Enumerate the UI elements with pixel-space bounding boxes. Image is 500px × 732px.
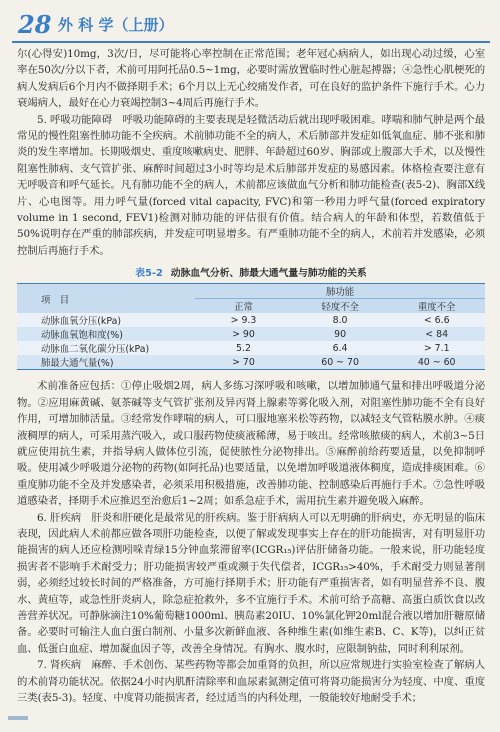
header-rule	[12, 41, 490, 43]
table-header-mild: 轻度不全	[292, 299, 389, 314]
paragraph-cardiac-cont: 尔(心得安)10mg，3次/日，尽可能将心率控制在正常范围；老年冠心病病人，如出现心动过缓，心室率在50次/分以下者，术前可用阿托品0.5~1mg，必要时需放置临时性心脏起搏器；④急性心肌梗死的病人发病后6个月内不做择期手术；6个月以上无心绞痛发作者，可在良好的监护条件下施行手术。心力衰竭病人，最好在心力衰竭控制3~4周后再施行手术。	[17, 48, 485, 110]
table-cell-item: 肺最大通气量(%)	[17, 355, 195, 370]
lung-function-table	[17, 283, 485, 370]
table-cell-normal: > 70	[195, 355, 292, 370]
table-cell-normal: > 9.3	[195, 313, 292, 327]
table-cell-mild: 90	[292, 327, 389, 341]
table-cell-normal: 5.2	[195, 341, 292, 355]
paragraph-preop-prep: 术前准备应包括：①停止吸烟2周，病人多练习深呼吸和咳嗽，以增加肺通气量和排出呼吸道分泌物。②应用麻黄碱、氨茶碱等支气管扩张剂及异丙肾上腺素等雾化吸入剂，对阻塞性肺功能不全有良好作用，可增加肺活量。③经常发作哮喘的病人，可口服地塞米松等药物，以减轻支气管粘膜水肿。④痰液稠厚的病人，可采用蒸汽吸入，或口服药物使痰液稀薄，易于咳出。经常咳脓痰的病人，术前3~5日就应使用抗生素，并指导病人做体位引流，促使脓性分泌物排出。⑤麻醉前给药要适量，以免抑制呼吸。使用减少呼吸道分泌物的药物(如阿托品)也要适量，以免增加呼吸道液体稠度，造成排痰困难。⑥重度肺功能不全及并发感染者，必须采用积极措施，改善肺功能、控制感染后再施行手术。⑦急性呼吸道感染者，择期手术应推迟至治愈后1~2周；如系急症手术，需用抗生素并避免吸入麻醉。	[17, 380, 485, 508]
table-row	[17, 327, 485, 341]
book-title: 外 科 学（上册）	[58, 16, 174, 34]
table-header-item: 项 目	[17, 284, 195, 314]
footer-mark	[8, 716, 28, 720]
table-cell-severe: > 7.1	[388, 341, 485, 355]
paragraph-liver-disease: 6. 肝疾病 肝炎和肝硬化是最常见的肝疾病。鉴于肝病病人可以无明确的肝病史，亦无明显的临床表现，因此病人术前都应做各项肝功能检查，以便了解或发现事实上存在的肝功能损害，对有明显肝功能损害的病人还应检测吲哚青绿15分钟血浆滞留率(ICGR₁₅)评估肝储备功能。一般来说，肝功能轻度损害者不影响手术耐受力；肝功能损害较严重或濒于失代偿者，ICGR₁₅>40%，手术耐受力则显著削弱，必须经过较长时间的严格准备，方可施行择期手术；肝功能有严重损害者，如有明显营养不良、腹水、黄疸等，或急性肝炎病人，除急症抢救外，多不宜施行手术。术前可给予高糖、高蛋白质饮食以改善营养状况。可静脉滴注10%葡萄糖1000ml、胰岛素20IU、10%氯化钾20ml混合液以增加肝糖原储备。必要时可输注人血白蛋白制剂、小量多次新鲜血液、各种维生素(如维生素B、C、K等)，以纠正贫血、低蛋白血症、增加凝血因子等，改善全身情况。有胸水、腹水时，应限制钠盐，同时利利尿剂。	[17, 511, 485, 655]
table-caption	[17, 265, 485, 279]
page-body	[17, 46, 485, 706]
table-cell-mild: 6.4	[292, 341, 389, 355]
table-cell-item: 动脉血氧饱和度(%)	[17, 327, 195, 341]
table-cell-mild: 8.0	[292, 313, 389, 327]
table-cell-severe: < 84	[388, 327, 485, 341]
paragraph-respiratory: 5. 呼吸功能障碍 呼吸功能障碍的主要表现是轻微活动后就出现呼吸困难。哮喘和肺气肿是两个最常见的慢性阻塞性肺功能不全疾病。术前肺功能不全的病人，术后肺部并发症如低氧血症、肺不张和肺炎的发生率增加。长期吸烟史、重度咳嗽病史、肥胖、年龄超过60岁、胸部或上腹部大手术，以及慢性阻塞性肺病、支气管扩张、麻醉时间超过3小时等均是术后肺部并发症的易感因素。体格检查要注意有无呼吸音和呼气延长。凡有肺功能不全的病人，术前都应该做血气分析和肺功能检查(表5-2)、胸部X线片、心电图等。用力呼气量(forced vital capacity, FVC)和第一秒用力呼气量(forced expiratory volume in 1 second, FEV1)检测对肺功能的评估很有价值。结合病人的年龄和体型，若数值低于50%说明存在严重的肺部疾病，并发症可明显增多。有严重肺功能不全的病人，术前若并发感染，必须控制后再施行手术。	[17, 113, 485, 257]
table-number: 表5-2	[135, 268, 163, 280]
table-row	[17, 313, 485, 327]
table-caption-text: 动脉血气分析、肺最大通气量与肺功能的关系	[170, 268, 367, 280]
table-header-group: 肺功能	[195, 284, 485, 299]
table-row	[17, 341, 485, 355]
table-cell-item: 动脉血二氧化碳分压(kPa)	[17, 341, 195, 355]
table-cell-item: 动脉血氧分压(kPa)	[17, 313, 195, 327]
table-cell-severe: < 6.6	[388, 313, 485, 327]
table-row	[17, 355, 485, 370]
table-cell-severe: 40 ~ 60	[388, 355, 485, 370]
paragraph-kidney-disease: 7. 肾疾病 麻醉、手术创伤、某些药物等都会加重肾的负担，所以应常规进行实验室检查了解病人的术前肾功能状况。依据24小时内肌酐清除率和血尿素氮测定值可将肾功能损害分为轻度、中度、重度三类(表5-3)。轻度、中度肾功能损害者，经过适当的内科处理，一般能较好地耐受手术；	[17, 659, 485, 704]
page-number: 28	[18, 10, 52, 39]
table-cell-normal: > 90	[195, 327, 292, 341]
table-header-normal: 正常	[195, 299, 292, 314]
table-header-severe: 重度不全	[388, 299, 485, 314]
table-cell-mild: 60 ~ 70	[292, 355, 389, 370]
page-header	[12, 10, 490, 42]
